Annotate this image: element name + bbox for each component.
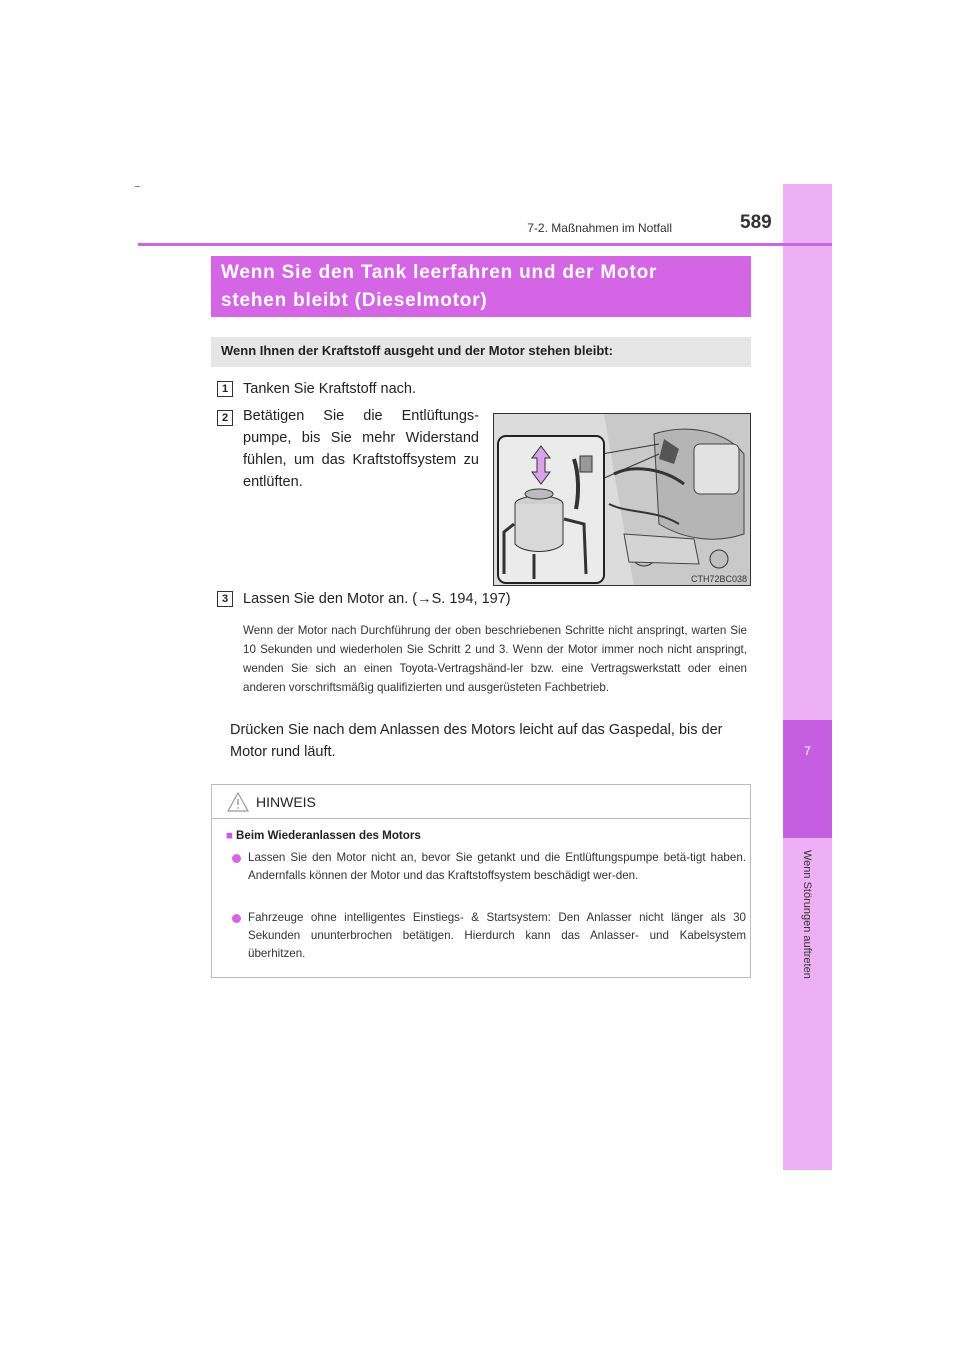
step-1-line: Tanken Sie Kraftstoff nach.	[243, 381, 417, 397]
step-1-number: 1	[217, 381, 233, 397]
section-title-line1: Wenn Sie den Tank leerfahren und der Motor	[221, 262, 658, 283]
notice-bullet-text: Lassen Sie den Motor nicht an, bevor Sie getankt und die Entlüftungspumpe betä-tigt haben. Andernfalls können der Motor und das Kraftstoffsystem beschädigt wer-den.	[248, 851, 746, 882]
notice-bullet	[232, 909, 746, 963]
notice-box	[211, 784, 751, 978]
step-2-number: 2	[217, 410, 233, 426]
accelerator-note: Drücken Sie nach dem Anlassen des Motors leicht auf das Gaspedal, bis der Motor rund läuft.	[230, 722, 723, 760]
section-title-box	[211, 256, 751, 317]
step-2-text	[243, 405, 479, 493]
chapter-side-tab	[783, 184, 832, 1170]
bullet-dot-icon	[232, 854, 241, 863]
crop-mark	[135, 186, 140, 187]
warning-triangle-icon	[226, 791, 250, 813]
step-2-line: pumpe, bis Sie mehr Widerstand	[243, 430, 479, 446]
engine-illustration	[494, 414, 751, 586]
step-1-text	[243, 378, 416, 400]
chapter-tab-highlight	[783, 720, 832, 838]
notice-bullet	[232, 849, 746, 885]
subheading-box	[211, 337, 751, 367]
square-bullet-icon: ■	[226, 829, 234, 842]
chapter-label: Wenn Störungen auftreten	[801, 850, 813, 979]
section-header: 7-2. Maßnahmen im Notfall	[527, 221, 672, 235]
subheading: Wenn Ihnen der Kraftstoff ausgeht und der Motor stehen bleibt:	[221, 343, 613, 358]
bullet-dot-icon	[232, 914, 241, 923]
step-2-line: entlüften.	[243, 474, 303, 490]
step-3-number: 3	[217, 591, 233, 607]
step-3-line: Lassen Sie den Motor an. (→S. 194, 197)	[243, 591, 511, 607]
engine-bleed-pump-figure	[493, 413, 751, 586]
chapter-number: 7	[804, 744, 811, 758]
step-2-line: Betätigen Sie die Entlüftungs-	[243, 408, 479, 424]
notice-header	[212, 785, 750, 819]
notice-title: HINWEIS	[256, 794, 316, 810]
page-number: 589	[740, 212, 772, 233]
step-3-text	[243, 588, 511, 610]
notice-bullet-text: Fahrzeuge ohne intelligentes Einstiegs- & Startsystem: Den Anlasser nicht länger als 30 Sekunden ununterbrochen betätigen. Hierdurch kann das Anlasser- und Kabelsystem überhitzen.	[248, 911, 746, 960]
restart-note: Wenn der Motor nach Durchführung der oben beschriebenen Schritte nicht anspringt, warten Sie 10 Sekunden und wiederholen Sie Schritt 2 und 3. Wenn der Motor immer noch nicht anspringt, wenden Sie sich an einen Toyota-Vertragshänd-ler bzw. eine Vertragswerkstatt oder einen anderen vorschriftsmäßig qualifizierten und ausgerüsteten Fachbetrieb.	[243, 624, 747, 694]
notice-section-text: Beim Wiederanlassen des Motors	[236, 829, 421, 842]
section-title-line2: stehen bleibt (Dieselmotor)	[221, 290, 488, 311]
header-rule	[138, 243, 832, 246]
notice-section-heading	[226, 829, 421, 842]
figure-code: CTH72BC038	[690, 574, 747, 584]
step-2-line: fühlen, um das Kraftstoffsystem zu	[243, 452, 479, 468]
